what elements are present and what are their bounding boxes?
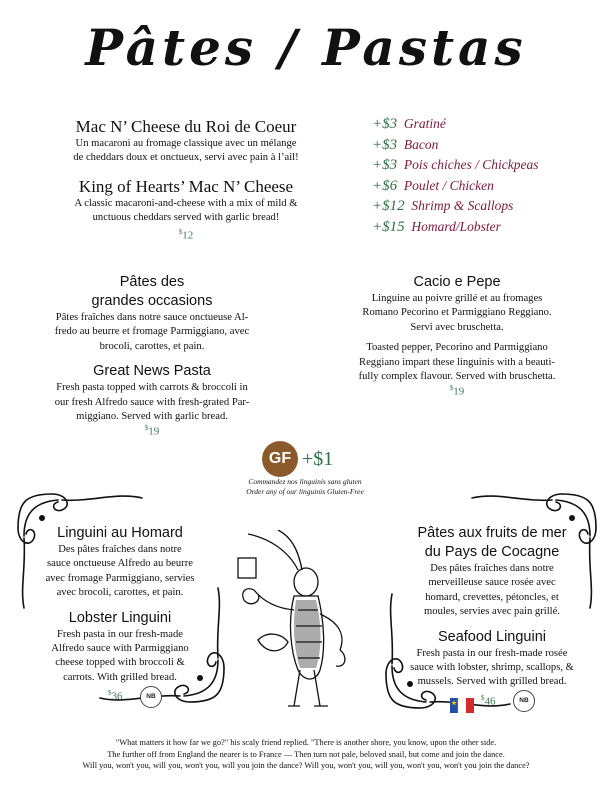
addon-item: +$12 Shrimp & Scallops <box>372 198 514 214</box>
page-title: Pâtes / Pastas <box>85 18 527 77</box>
seafood-fr-title-2: du Pays de Cocagne <box>424 544 560 560</box>
great-news-section <box>30 273 274 438</box>
quote-line-2: The further off from England the nearer is to France — Then turn not pale, beloved snail, but come and join the dance. <box>107 749 505 759</box>
seafood-en-desc-3: mussels. Served with grilled bread. <box>417 676 567 688</box>
lobster-price: $36 <box>108 689 123 703</box>
lobster-fr-desc-1: Des pâtes fraîches dans notre <box>58 544 182 555</box>
addon-item: +$3 Gratiné <box>372 116 446 132</box>
great-news-fr-desc-1: Pâtes fraîches dans notre sauce onctueuse Al- <box>55 312 249 323</box>
seafood-section <box>392 524 592 690</box>
mac-fr-desc-1: Un macaroni au fromage classique avec un mélange <box>75 138 297 149</box>
gluten-free-price: +$1 <box>302 448 334 470</box>
nb-badge: NB <box>513 690 535 712</box>
great-news-en-desc-2: our fresh Alfredo sauce with fresh-grated Par- <box>54 396 250 408</box>
great-news-fr-desc-2: fredo au beurre et fromage Parmiggiano, avec <box>54 326 250 338</box>
cacio-fr-desc-2: Romano Pecorino et Parmiggiano Reggiano. <box>362 307 552 319</box>
cacio-en-desc-1: Toasted pepper, Pecorino and Parmiggiano <box>366 342 548 354</box>
gluten-free-note-fr: Commandez nos linguinis sans gluten <box>248 477 362 486</box>
lobster-en-title: Lobster Linguini <box>68 609 172 626</box>
cacio-title: Cacio e Pepe <box>413 274 501 290</box>
lobster-en-desc-2: Alfredo sauce with Parmiggiano <box>51 643 189 655</box>
lobster-section <box>20 524 220 685</box>
cacio-price: $19 <box>449 384 465 399</box>
great-news-en-desc-3: miggiano. Served with garlic bread. <box>76 411 228 423</box>
mac-price: $12 <box>178 227 194 242</box>
mac-en-desc-2: unctuous cheddars served with garlic bread! <box>92 212 280 224</box>
seafood-fr-desc-1: Des pâtes fraîches dans notre <box>430 563 554 574</box>
lobster-en-desc-1: Fresh pasta in our fresh-made <box>57 628 183 640</box>
acadian-flag-icon <box>450 698 474 713</box>
seafood-fr-title-1: Pâtes aux fruits de mer <box>417 525 567 541</box>
seafood-fr-desc-2: merveilleuse sauce rosée avec <box>428 577 556 589</box>
addon-item: +$15 Homard/Lobster <box>372 218 501 235</box>
addon-item: +$6 Poulet / Chicken <box>372 177 494 194</box>
quote-line-3: Will you, won't you, will you, won't you, will you join the dance? Will you, won't you, will you, won't you, won't you join the dance? <box>82 761 530 770</box>
seafood-en-title: Seafood Linguini <box>437 628 547 645</box>
seafood-en-desc-2: sauce with lobster, shrimp, scallops, & <box>410 662 574 674</box>
cacio-en-desc-3: fully complex flavour. Served with bruschetta. <box>358 371 556 383</box>
mac-section <box>30 117 342 241</box>
nb-badge: NB <box>140 686 162 708</box>
great-news-fr-title-1: Pâtes des <box>119 274 185 290</box>
lobster-fr-desc-2: sauce onctueuse Alfredo au beurre <box>47 558 193 570</box>
quote-line-1: "What matters it how far we go?" his scaly friend replied. "There is another shore, you know, upon the other side. <box>115 738 497 747</box>
seafood-fr-desc-3: homard, crevettes, pétoncles, et <box>425 591 559 603</box>
gluten-free-badge: GF <box>262 441 298 477</box>
footer-quote <box>0 737 612 772</box>
lobster-fr-title: Linguini au Homard <box>57 525 183 541</box>
gluten-free-note-en: Order any of our linguinis Gluten-Free <box>246 487 364 496</box>
addon-list <box>372 114 602 237</box>
great-news-fr-title-2: grandes occasions <box>91 293 213 309</box>
great-news-fr-desc-3: brocoli, carottes, et pain. <box>99 340 205 352</box>
mac-fr-title: Mac N’ Cheese du Roi de Coeur <box>75 117 297 136</box>
lobster-illustration <box>228 530 378 720</box>
seafood-en-desc-1: Fresh pasta in our fresh-made rosée <box>416 647 568 659</box>
addon-item: +$3 Pois chiches / Chickpeas <box>372 157 539 173</box>
great-news-en-desc-1: Fresh pasta topped with carrots & broccoli in <box>56 382 248 394</box>
great-news-price: $19 <box>144 424 160 439</box>
mac-en-title: King of Hearts’ Mac N’ Cheese <box>78 176 294 196</box>
mac-fr-desc-2: de cheddars doux et onctueux, servi avec pain à l’ail! <box>73 152 299 164</box>
great-news-en-title: Great News Pasta <box>93 363 211 380</box>
cacio-section <box>338 273 576 398</box>
lobster-en-desc-3: cheese topped with broccoli & <box>55 657 185 669</box>
cacio-fr-desc-3: Servi avec bruschetta. <box>410 321 504 333</box>
lobster-fr-desc-3: avec fromage Parmiggiano, servies <box>45 572 195 584</box>
mac-en-desc-1: A classic macaroni-and-cheese with a mix of mild & <box>74 197 298 209</box>
gluten-free-note <box>215 477 395 497</box>
addon-item: +$3 Bacon <box>372 136 439 153</box>
lobster-en-desc-4: carrots. With grilled bread. <box>63 671 177 683</box>
lobster-fr-desc-4: avec brocoli, carottes, et pain. <box>56 587 184 599</box>
cacio-en-desc-2: Reggiano impart these linguinis with a beauti- <box>359 356 555 368</box>
seafood-price: $46 <box>481 694 496 708</box>
seafood-fr-desc-4: moules, servies avec pain grillé. <box>424 606 560 618</box>
cacio-fr-desc-1: Linguine au poivre grillé et au fromages <box>371 293 543 304</box>
